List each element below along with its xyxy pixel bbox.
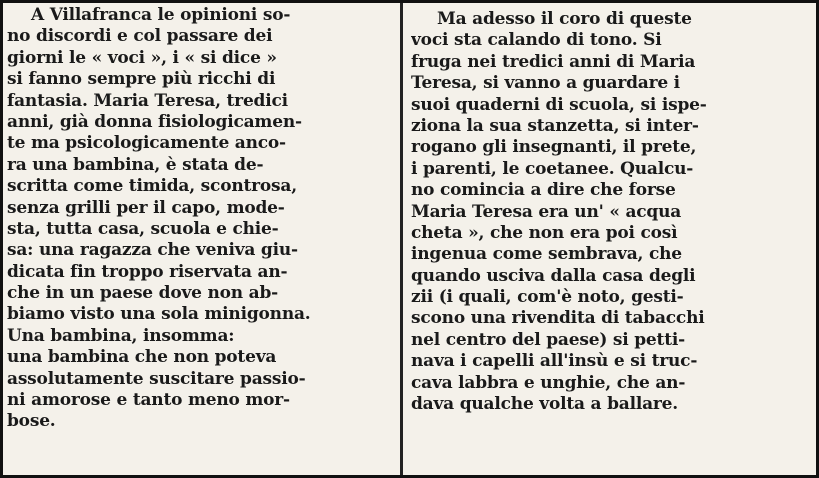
text-line: no comincia a dire che forse [411, 180, 676, 201]
text-line: te ma psicologicamente anco- [7, 133, 286, 154]
column-divider [400, 3, 403, 475]
text-line: biamo visto una sola minigonna. [7, 304, 311, 325]
text-line: Maria Teresa era un' « acqua [411, 201, 682, 222]
text-line: fruga nei tredici anni di Maria [411, 51, 696, 72]
text-line: suoi quaderni di scuola, si ispe- [411, 94, 707, 115]
text-line: ra una bambina, è stata de- [7, 154, 264, 175]
text-line: sta, tutta casa, scuola e chie- [7, 218, 279, 239]
text-line: cheta », che non era poi così [411, 222, 678, 243]
text-line: una bambina che non poteva [7, 347, 277, 368]
text-line: giorni le « voci », i « si dice » [7, 47, 277, 68]
text-line: fantasia. Maria Teresa, tredici [7, 90, 288, 111]
text-line: no discordi e col passare dei [7, 26, 273, 47]
text-line: scono una rivendita di tabacchi [411, 308, 705, 329]
text-line: i parenti, le coetanee. Qualcu- [411, 158, 694, 179]
text-line: nava i capelli all'insù e si truc- [411, 351, 698, 372]
text-line: anni, già donna fisiologicamen- [7, 111, 302, 132]
text-line: ni amorose e tanto meno mor- [7, 390, 290, 411]
text-line: dicata fin troppo riservata an- [7, 261, 288, 282]
text-line: voci sta calando di tono. Si [411, 30, 662, 51]
text-line: A Villafranca le opinioni so- [31, 5, 291, 25]
text-line: senza grilli per il capo, mode- [7, 197, 285, 218]
text-line: che in un paese dove non ab- [7, 283, 279, 304]
text-line: ziona la sua stanzetta, si inter- [411, 115, 699, 136]
text-line: dava qualche volta a ballare. [411, 394, 678, 415]
article-column-right [411, 3, 811, 478]
text-line: bose. [7, 411, 56, 432]
text-line: assolutamente suscitare passio- [7, 368, 306, 389]
text-line: si fanno sempre più ricchi di [7, 69, 276, 90]
article-column-left [7, 3, 395, 477]
text-line: quando usciva dalla casa degli [411, 265, 696, 286]
text-line: Teresa, si vanno a guardare i [411, 73, 680, 94]
text-line: rogano gli insegnanti, il prete, [411, 137, 697, 158]
text-line: ingenua come sembrava, che [411, 244, 682, 265]
text-line: sa: una ragazza che veniva giu- [7, 240, 298, 261]
text-line: nel centro del paese) si petti- [411, 329, 685, 350]
text-line: Ma adesso il coro di queste [437, 9, 692, 29]
text-line: scritta come timida, scontrosa, [7, 176, 297, 197]
text-line: cava labbra e unghie, che an- [411, 372, 686, 393]
text-line: Una bambina, insomma: [7, 325, 235, 346]
text-line: zii (i quali, com'è noto, gesti- [411, 287, 684, 308]
